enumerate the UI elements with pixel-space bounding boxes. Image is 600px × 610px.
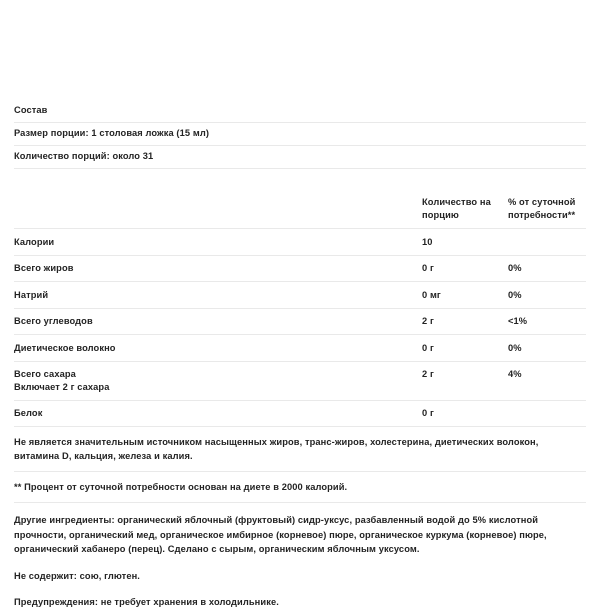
- nutrient-daily-value: 0%: [508, 282, 586, 309]
- table-row: [14, 361, 586, 400]
- nutrient-name: [14, 361, 422, 400]
- nutrient-amount: 2 г: [422, 308, 508, 335]
- nutrient-name: Всего жиров: [14, 255, 422, 282]
- other-ingredients-block: [14, 503, 586, 557]
- nutrient-amount: 0 г: [422, 255, 508, 282]
- servings-per-container-text: Количество порций: около 31: [14, 151, 154, 161]
- nutrient-amount: 0 г: [422, 400, 508, 427]
- free-of-block: [14, 557, 586, 584]
- column-header-amount-per-serving: Количество на порцию: [422, 189, 508, 229]
- table-header: [14, 189, 586, 229]
- nutrient-name: Белок: [14, 400, 422, 427]
- column-header-nutrient: [14, 189, 422, 229]
- nutrient-amount: 0 мг: [422, 282, 508, 309]
- section-title-row: [14, 100, 586, 123]
- servings-per-container-row: [14, 146, 586, 169]
- note-not-significant-source: Не является значительным источником насыщенных жиров, транс-жиров, холестерина, диетических волокон, витамина D, кальция, железа и калия.: [14, 427, 586, 472]
- nutrient-name: Калории: [14, 229, 422, 256]
- nutrient-daily-value: 4%: [508, 361, 586, 400]
- table-row: [14, 282, 586, 309]
- nutrient-amount: 0 г: [422, 335, 508, 362]
- table-row: [14, 335, 586, 362]
- nutrient-name: Натрий: [14, 282, 422, 309]
- nutrient-amount: 2 г: [422, 361, 508, 400]
- nutrient-daily-value: 0%: [508, 255, 586, 282]
- nutrient-name: Всего углеводов: [14, 308, 422, 335]
- warnings-text: Предупреждения: не требует хранения в холодильнике.: [14, 597, 279, 607]
- free-of-text: Не содержит: сою, глютен.: [14, 570, 140, 581]
- column-header-daily-value: % от суточной потребности**: [508, 189, 586, 229]
- nutrient-daily-value: [508, 229, 586, 256]
- serving-size-text: Размер порции: 1 столовая ложка (15 мл): [14, 128, 210, 138]
- table-row: [14, 255, 586, 282]
- nutrient-amount: 10: [422, 229, 508, 256]
- nutrient-daily-value: [508, 400, 586, 427]
- table-row: [14, 229, 586, 256]
- nutrient-daily-value: 0%: [508, 335, 586, 362]
- note-daily-value-basis: ** Процент от суточной потребности основан на диете в 2000 калорий.: [14, 472, 586, 503]
- nutrient-daily-value: <1%: [508, 308, 586, 335]
- nutrition-facts-table: [14, 189, 586, 427]
- top-spacer: [14, 0, 586, 100]
- serving-size-row: [14, 123, 586, 146]
- section-title: Состав: [14, 105, 48, 115]
- table-header-row: [14, 189, 586, 229]
- table-row: [14, 308, 586, 335]
- nutrient-name-primary: Всего сахара: [14, 369, 76, 379]
- nutrient-name: Диетическое волокно: [14, 335, 422, 362]
- warnings-block: [14, 583, 586, 610]
- section-gap: [14, 169, 586, 189]
- table-body: [14, 229, 586, 427]
- table-row: [14, 400, 586, 427]
- other-ingredients-text: Другие ингредиенты: органический яблочный (фруктовый) сидр-уксус, разбавленный водой до 5% кислотной прочности, органический мед, органическое имбирное (корневое) пюре, органическое куркума (корневое) пюре, органический хабанеро (перец). Сделано с сырым, органическим яблочным уксусом.: [14, 515, 547, 554]
- nutrient-name-secondary: Включает 2 г сахара: [14, 381, 110, 392]
